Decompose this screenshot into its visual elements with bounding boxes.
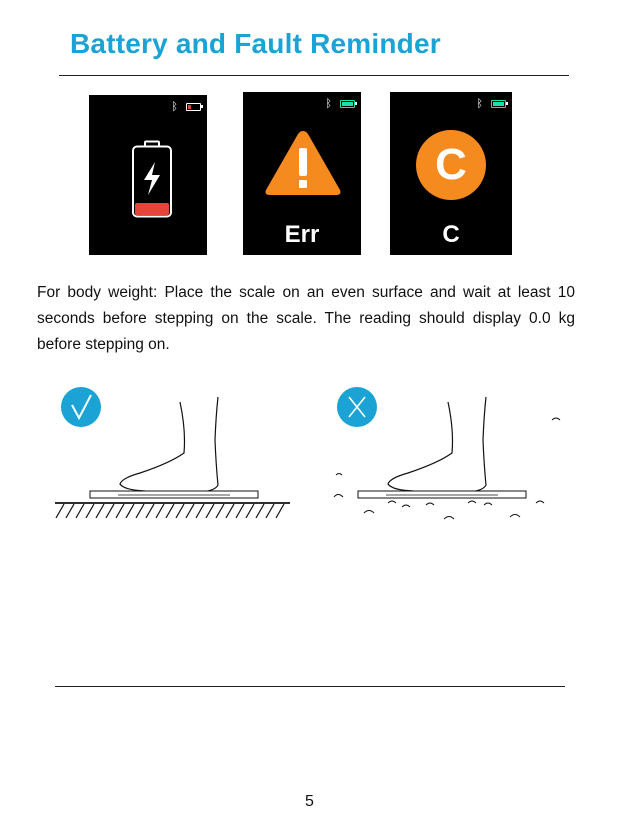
calibration-label: C [442,221,460,248]
title-divider [59,75,569,76]
footer-divider [55,686,565,687]
bluetooth-icon: ᛒ [325,97,332,110]
screen-low-battery [89,95,207,255]
battery-status-icon [491,100,506,108]
page-number: 5 [305,793,314,810]
status-bar [325,98,355,109]
calibration-badge-letter: C [435,140,467,189]
check-mark-icon [61,387,101,427]
warning-icon [263,128,343,198]
status-bar [171,101,201,112]
incorrect-placement-illustration [330,385,590,525]
calibration-badge [416,130,486,200]
instruction-paragraph: For body weight: Place the scale on an even surface and wait at least 10 seconds before stepping on the scale. The reading should display 0.0 kg before stepping on. [37,284,575,353]
low-battery-icon [127,140,177,230]
battery-status-icon [340,100,355,108]
charging-bolt-icon [144,162,160,195]
status-bar [476,98,506,109]
screen-calibration [390,92,512,255]
battery-level-bar [135,203,169,215]
page-title: Battery and Fault Reminder [70,28,441,59]
screen-error [243,92,361,255]
bluetooth-icon: ᛒ [476,97,483,110]
correct-placement-illustration [50,385,310,525]
bluetooth-icon: ᛒ [171,100,178,113]
error-label: Err [284,221,320,248]
battery-status-icon [186,103,201,111]
